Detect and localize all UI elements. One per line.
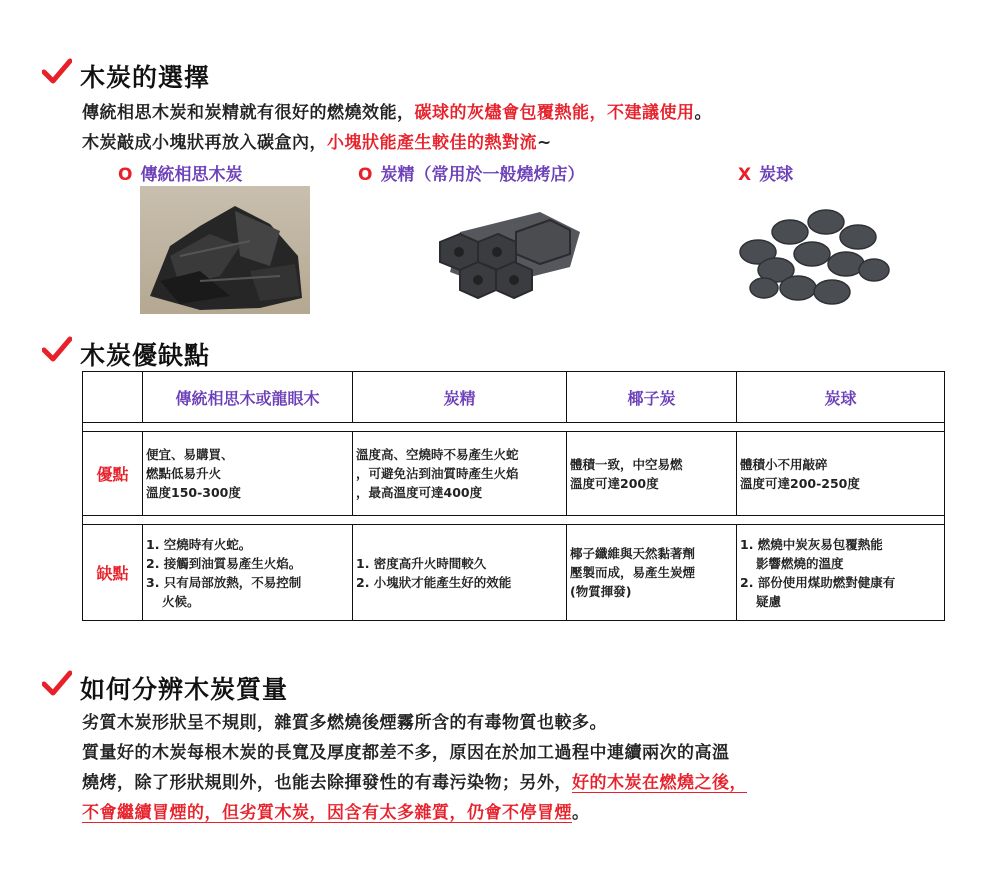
- cons-label: 缺點: [83, 525, 143, 621]
- option-ball: X 炭球: [738, 165, 794, 185]
- briquette-photo: [420, 192, 590, 302]
- pros-label: 優點: [83, 432, 143, 516]
- table-cell: 1. 密度高升火時間較久 2. 小塊狀才能產生好的效能: [353, 525, 567, 621]
- quality-line-3: 燒烤，除了形狀規則外，也能去除揮發性的有毒污染物；另外，好的木炭在燃燒之後，: [82, 773, 747, 793]
- col-header: 炭精: [353, 372, 567, 423]
- section-title-pros-cons: 木炭優缺點: [80, 341, 211, 370]
- check-icon: [42, 336, 72, 362]
- quality-line-2: 質量好的木炭每根木炭的長寬及厚度都差不多，原因在於加工過程中連續兩次的高溫: [82, 743, 730, 763]
- section-title-quality: 如何分辨木炭質量: [80, 675, 289, 704]
- choice-line-1: 傳統相思木炭和炭精就有很好的燃燒效能，碳球的灰燼會包覆熱能，不建議使用。: [82, 103, 712, 123]
- section-title-charcoal-choice: 木炭的選擇: [80, 63, 211, 92]
- table-cell: 椰子纖維與天然黏著劑 壓製而成，易產生炭煙 (物質揮發): [567, 525, 737, 621]
- quality-line-4: 不會繼續冒煙的，但劣質木炭，因含有太多雜質，仍會不停冒煙。: [82, 803, 590, 823]
- table-cell: 便宜、易購買、 燃點低易升火 溫度150-300度: [143, 432, 353, 516]
- table-cell: 體積一致，中空易燃 溫度可達200度: [567, 432, 737, 516]
- choice-line-2: 木炭敲成小塊狀再放入碳盒內，小塊狀能產生較佳的熱對流~: [82, 133, 552, 153]
- charcoal-ball-photo: [728, 192, 893, 307]
- col-header: 椰子炭: [567, 372, 737, 423]
- table-cell: 1. 燃燒中炭灰易包覆熱能 影響燃燒的溫度 2. 部份使用煤助燃對健康有 疑慮: [737, 525, 945, 621]
- traditional-charcoal-photo: [140, 186, 310, 314]
- corner-cell: [83, 372, 143, 423]
- table-cell: 1. 空燒時有火蛇。 2. 接觸到油質易產生火焰。 3. 只有局部放熱，不易控制 火候。: [143, 525, 353, 621]
- pros-row: [83, 432, 945, 516]
- table-header-row: [83, 372, 945, 423]
- table-cell: 溫度高、空燒時不易產生火蛇 ，可避免沾到油質時產生火焰 ，最高溫度可達400度: [353, 432, 567, 516]
- check-icon: [42, 58, 72, 84]
- check-icon: [42, 670, 72, 696]
- option-briquette: O 炭精（常用於一般燒烤店）: [358, 165, 585, 185]
- col-header: 傳統相思木或龍眼木: [143, 372, 353, 423]
- col-header: 炭球: [737, 372, 945, 423]
- comparison-table: [82, 371, 945, 621]
- table-cell: 體積小不用敲碎 溫度可達200-250度: [737, 432, 945, 516]
- quality-line-1: 劣質木炭形狀呈不規則，雜質多燃燒後煙霧所含的有毒物質也較多。: [82, 713, 607, 733]
- option-traditional: O 傳統相思木炭: [118, 165, 243, 185]
- cons-row: [83, 525, 945, 621]
